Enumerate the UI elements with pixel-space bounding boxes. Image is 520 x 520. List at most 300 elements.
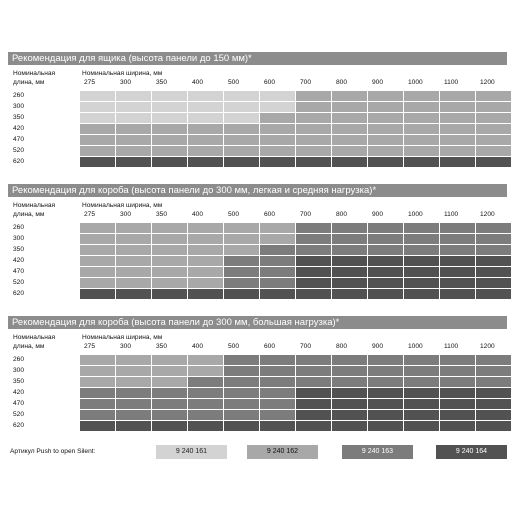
- table-cell: [332, 223, 367, 233]
- width-column-header: 350: [156, 79, 168, 86]
- width-column-header: 500: [228, 211, 240, 218]
- table-cell: [80, 388, 115, 398]
- table-cell: [80, 278, 115, 288]
- table-cell: [440, 234, 475, 244]
- table-section: [8, 316, 507, 431]
- length-unit-label: длина, мм: [13, 211, 45, 218]
- table-cell: [476, 421, 511, 431]
- table-cell: [368, 102, 403, 112]
- width-label: Номинальная ширина, мм: [82, 334, 163, 341]
- table-cell: [476, 157, 511, 167]
- table-cell: [476, 223, 511, 233]
- table-cell: [404, 146, 439, 156]
- width-column-header: 1200: [480, 211, 495, 218]
- table-cell: [116, 410, 151, 420]
- table-row: [8, 222, 507, 233]
- table-cell: [224, 157, 259, 167]
- table-cell: [332, 421, 367, 431]
- table-cell: [440, 113, 475, 123]
- table-cell: [332, 399, 367, 409]
- table-cell: [152, 355, 187, 365]
- table-cell: [296, 102, 331, 112]
- width-column-header: 600: [264, 79, 276, 86]
- table-cell: [476, 289, 511, 299]
- table-cell: [116, 102, 151, 112]
- table-cell: [368, 135, 403, 145]
- row-length-label: 420: [13, 389, 25, 396]
- width-label: Номинальная ширина, мм: [82, 202, 163, 209]
- length-unit-label: длина, мм: [13, 79, 45, 86]
- table-cell: [152, 102, 187, 112]
- width-column-header: 1100: [444, 79, 459, 86]
- table-cell: [188, 289, 223, 299]
- table-row: [8, 244, 507, 255]
- table-cell: [440, 157, 475, 167]
- table-cell: [224, 289, 259, 299]
- table-cell: [188, 91, 223, 101]
- table-cell: [80, 355, 115, 365]
- table-row: [8, 112, 507, 123]
- table-cell: [476, 124, 511, 134]
- table-cell: [188, 146, 223, 156]
- table-cell: [332, 267, 367, 277]
- table-row: [8, 277, 507, 288]
- table-cell: [296, 146, 331, 156]
- table-cell: [260, 421, 295, 431]
- table-cell: [188, 278, 223, 288]
- table-cell: [404, 223, 439, 233]
- table-cell: [80, 113, 115, 123]
- table-cell: [296, 377, 331, 387]
- width-column-header: 400: [192, 343, 204, 350]
- row-length-label: 350: [13, 378, 25, 385]
- article-label: Артикул Push to open Silent:: [10, 448, 96, 455]
- table-cell: [332, 245, 367, 255]
- table-cell: [476, 267, 511, 277]
- table-cell: [476, 377, 511, 387]
- table-cell: [260, 113, 295, 123]
- width-column-header: 700: [300, 211, 312, 218]
- table-cell: [296, 135, 331, 145]
- table-cell: [368, 278, 403, 288]
- table-cell: [152, 124, 187, 134]
- table-cell: [440, 289, 475, 299]
- table-cell: [152, 146, 187, 156]
- table-cell: [332, 124, 367, 134]
- table-cell: [152, 421, 187, 431]
- table-cell: [404, 377, 439, 387]
- table-cell: [116, 245, 151, 255]
- table-header: [8, 197, 507, 222]
- table-cell: [476, 388, 511, 398]
- table-cell: [404, 366, 439, 376]
- article-legend: [8, 445, 507, 459]
- table-cell: [224, 410, 259, 420]
- table-cell: [404, 157, 439, 167]
- table-cell: [152, 289, 187, 299]
- table-cell: [152, 267, 187, 277]
- table-cell: [260, 366, 295, 376]
- section-title: Рекомендация для ящика (высота панели до 150 мм)*: [8, 52, 507, 65]
- table-cell: [368, 234, 403, 244]
- table-cell: [260, 355, 295, 365]
- table-row: [8, 134, 507, 145]
- table-cell: [116, 267, 151, 277]
- table-cell: [368, 245, 403, 255]
- table-row: [8, 90, 507, 101]
- table-cell: [476, 256, 511, 266]
- table-cell: [260, 223, 295, 233]
- width-column-header: 1100: [444, 211, 459, 218]
- width-label: Номинальная ширина, мм: [82, 70, 163, 77]
- table-cell: [188, 102, 223, 112]
- table-cell: [152, 223, 187, 233]
- table-cell: [152, 113, 187, 123]
- table-cell: [332, 157, 367, 167]
- table-cell: [476, 91, 511, 101]
- table-cell: [80, 234, 115, 244]
- width-column-header: 600: [264, 211, 276, 218]
- table-cell: [188, 157, 223, 167]
- table-cell: [332, 113, 367, 123]
- row-length-label: 260: [13, 224, 25, 231]
- table-cell: [440, 102, 475, 112]
- table-cell: [188, 388, 223, 398]
- table-cell: [260, 245, 295, 255]
- table-row: [8, 398, 507, 409]
- table-cell: [368, 124, 403, 134]
- table-cell: [332, 388, 367, 398]
- table-cell: [296, 91, 331, 101]
- width-column-header: 300: [120, 211, 132, 218]
- table-cell: [188, 135, 223, 145]
- table-cell: [368, 267, 403, 277]
- table-cell: [476, 234, 511, 244]
- table-section: [8, 184, 507, 299]
- table-row: [8, 420, 507, 431]
- width-column-header: 350: [156, 211, 168, 218]
- table-row: [8, 376, 507, 387]
- table-row: [8, 123, 507, 134]
- table-cell: [152, 278, 187, 288]
- length-label: Номинальная: [13, 202, 56, 209]
- table-cell: [152, 399, 187, 409]
- row-length-label: 300: [13, 103, 25, 110]
- table-cell: [440, 223, 475, 233]
- table-cell: [404, 245, 439, 255]
- table-cell: [224, 355, 259, 365]
- table-cell: [332, 234, 367, 244]
- row-length-label: 260: [13, 92, 25, 99]
- table-cell: [332, 278, 367, 288]
- table-cell: [368, 366, 403, 376]
- table-cell: [368, 410, 403, 420]
- table-cell: [296, 366, 331, 376]
- table-cell: [404, 113, 439, 123]
- width-column-header: 275: [84, 79, 96, 86]
- row-length-label: 260: [13, 356, 25, 363]
- table-cell: [224, 102, 259, 112]
- table-cell: [332, 289, 367, 299]
- table-cell: [296, 157, 331, 167]
- table-cell: [224, 366, 259, 376]
- table-cell: [368, 355, 403, 365]
- table-cell: [476, 135, 511, 145]
- table-cell: [440, 135, 475, 145]
- table-cell: [260, 124, 295, 134]
- table-cell: [368, 91, 403, 101]
- width-column-header: 900: [372, 211, 384, 218]
- width-column-header: 300: [120, 79, 132, 86]
- table-cell: [188, 377, 223, 387]
- table-cell: [404, 256, 439, 266]
- table-cell: [260, 234, 295, 244]
- table-cell: [224, 399, 259, 409]
- table-cell: [188, 256, 223, 266]
- table-row: [8, 101, 507, 112]
- table-row: [8, 266, 507, 277]
- table-cell: [440, 410, 475, 420]
- length-unit-label: длина, мм: [13, 343, 45, 350]
- table-cell: [476, 410, 511, 420]
- table-cell: [224, 135, 259, 145]
- table-cell: [152, 388, 187, 398]
- table-cell: [116, 256, 151, 266]
- table-cell: [188, 399, 223, 409]
- width-column-header: 700: [300, 79, 312, 86]
- table-cell: [296, 223, 331, 233]
- table-cell: [80, 135, 115, 145]
- width-column-header: 500: [228, 79, 240, 86]
- table-cell: [80, 124, 115, 134]
- table-cell: [116, 278, 151, 288]
- table-cell: [152, 157, 187, 167]
- table-cell: [260, 157, 295, 167]
- table-cell: [440, 256, 475, 266]
- table-cell: [116, 223, 151, 233]
- table-cell: [224, 388, 259, 398]
- width-column-header: 275: [84, 343, 96, 350]
- table-cell: [116, 377, 151, 387]
- table-cell: [440, 278, 475, 288]
- width-column-header: 1200: [480, 343, 495, 350]
- table-cell: [296, 124, 331, 134]
- table-cell: [332, 146, 367, 156]
- table-cell: [296, 234, 331, 244]
- row-length-label: 420: [13, 257, 25, 264]
- table-cell: [116, 124, 151, 134]
- table-cell: [368, 146, 403, 156]
- table-cell: [332, 135, 367, 145]
- table-cell: [224, 234, 259, 244]
- article-swatch-4: 9 240 164: [436, 445, 507, 459]
- table-cell: [296, 245, 331, 255]
- table-cell: [368, 421, 403, 431]
- table-cell: [80, 245, 115, 255]
- table-cell: [224, 245, 259, 255]
- table-cell: [404, 399, 439, 409]
- table-section: [8, 52, 507, 167]
- table-cell: [368, 388, 403, 398]
- table-cell: [152, 377, 187, 387]
- table-cell: [404, 135, 439, 145]
- table-cell: [152, 91, 187, 101]
- table-cell: [440, 421, 475, 431]
- table-cell: [116, 234, 151, 244]
- row-length-label: 470: [13, 400, 25, 407]
- table-cell: [404, 388, 439, 398]
- table-row: [8, 387, 507, 398]
- width-column-header: 900: [372, 343, 384, 350]
- table-cell: [260, 399, 295, 409]
- table-cell: [440, 366, 475, 376]
- table-cell: [296, 256, 331, 266]
- table-cell: [260, 256, 295, 266]
- table-cell: [116, 289, 151, 299]
- table-cell: [332, 91, 367, 101]
- table-cell: [80, 146, 115, 156]
- table-cell: [260, 102, 295, 112]
- table-cell: [260, 146, 295, 156]
- width-column-header: 900: [372, 79, 384, 86]
- table-cell: [188, 124, 223, 134]
- table-cell: [224, 223, 259, 233]
- table-cell: [404, 267, 439, 277]
- table-cell: [440, 377, 475, 387]
- table-cell: [404, 289, 439, 299]
- table-cell: [332, 410, 367, 420]
- table-cell: [152, 410, 187, 420]
- table-cell: [404, 91, 439, 101]
- table-cell: [80, 289, 115, 299]
- table-cell: [440, 146, 475, 156]
- width-column-header: 1100: [444, 343, 459, 350]
- table-row: [8, 365, 507, 376]
- table-cell: [116, 135, 151, 145]
- table-cell: [296, 267, 331, 277]
- table-cell: [80, 91, 115, 101]
- table-cell: [152, 256, 187, 266]
- table-cell: [224, 256, 259, 266]
- table-cell: [80, 421, 115, 431]
- table-cell: [404, 234, 439, 244]
- table-row: [8, 409, 507, 420]
- table-cell: [188, 355, 223, 365]
- table-cell: [440, 388, 475, 398]
- table-cell: [188, 267, 223, 277]
- table-cell: [296, 278, 331, 288]
- table-cell: [224, 146, 259, 156]
- table-cell: [224, 377, 259, 387]
- table-cell: [80, 223, 115, 233]
- width-column-header: 800: [336, 79, 348, 86]
- width-column-header: 1000: [408, 79, 423, 86]
- table-cell: [224, 278, 259, 288]
- table-cell: [332, 377, 367, 387]
- width-column-header: 1000: [408, 211, 423, 218]
- table-cell: [116, 113, 151, 123]
- table-cell: [296, 399, 331, 409]
- row-length-label: 620: [13, 422, 25, 429]
- width-column-header: 800: [336, 211, 348, 218]
- table-cell: [260, 135, 295, 145]
- table-cell: [80, 410, 115, 420]
- table-cell: [116, 355, 151, 365]
- table-cell: [116, 388, 151, 398]
- table-cell: [368, 377, 403, 387]
- table-cell: [296, 410, 331, 420]
- table-cell: [296, 355, 331, 365]
- table-cell: [80, 366, 115, 376]
- table-row: [8, 354, 507, 365]
- table-cell: [476, 278, 511, 288]
- table-cell: [80, 399, 115, 409]
- width-column-header: 600: [264, 343, 276, 350]
- width-column-header: 500: [228, 343, 240, 350]
- table-cell: [188, 366, 223, 376]
- table-cell: [404, 355, 439, 365]
- table-cell: [476, 399, 511, 409]
- table-cell: [368, 223, 403, 233]
- table-cell: [404, 421, 439, 431]
- table-cell: [404, 278, 439, 288]
- width-column-header: 275: [84, 211, 96, 218]
- table-cell: [80, 267, 115, 277]
- table-cell: [404, 102, 439, 112]
- table-cell: [368, 399, 403, 409]
- row-length-label: 350: [13, 114, 25, 121]
- table-cell: [80, 157, 115, 167]
- section-title: Рекомендация для короба (высота панели до 300 мм, большая нагрузка)*: [8, 316, 507, 329]
- table-cell: [476, 366, 511, 376]
- table-cell: [368, 256, 403, 266]
- width-column-header: 400: [192, 211, 204, 218]
- table-cell: [224, 113, 259, 123]
- table-cell: [476, 355, 511, 365]
- row-length-label: 300: [13, 367, 25, 374]
- row-length-label: 520: [13, 279, 25, 286]
- table-cell: [260, 377, 295, 387]
- table-cell: [440, 91, 475, 101]
- row-length-label: 350: [13, 246, 25, 253]
- table-cell: [368, 289, 403, 299]
- table-cell: [368, 113, 403, 123]
- table-row: [8, 156, 507, 167]
- table-cell: [404, 410, 439, 420]
- table-cell: [296, 289, 331, 299]
- table-cell: [80, 256, 115, 266]
- table-cell: [368, 157, 403, 167]
- table-cell: [116, 366, 151, 376]
- row-length-label: 620: [13, 290, 25, 297]
- table-header: [8, 329, 507, 354]
- table-cell: [476, 113, 511, 123]
- table-cell: [260, 410, 295, 420]
- table-cell: [116, 91, 151, 101]
- table-cell: [116, 421, 151, 431]
- table-cell: [440, 245, 475, 255]
- table-cell: [296, 113, 331, 123]
- table-cell: [152, 366, 187, 376]
- row-length-label: 520: [13, 411, 25, 418]
- table-cell: [260, 289, 295, 299]
- table-cell: [440, 399, 475, 409]
- table-cell: [476, 102, 511, 112]
- table-cell: [260, 278, 295, 288]
- table-cell: [152, 135, 187, 145]
- table-cell: [80, 377, 115, 387]
- table-cell: [80, 102, 115, 112]
